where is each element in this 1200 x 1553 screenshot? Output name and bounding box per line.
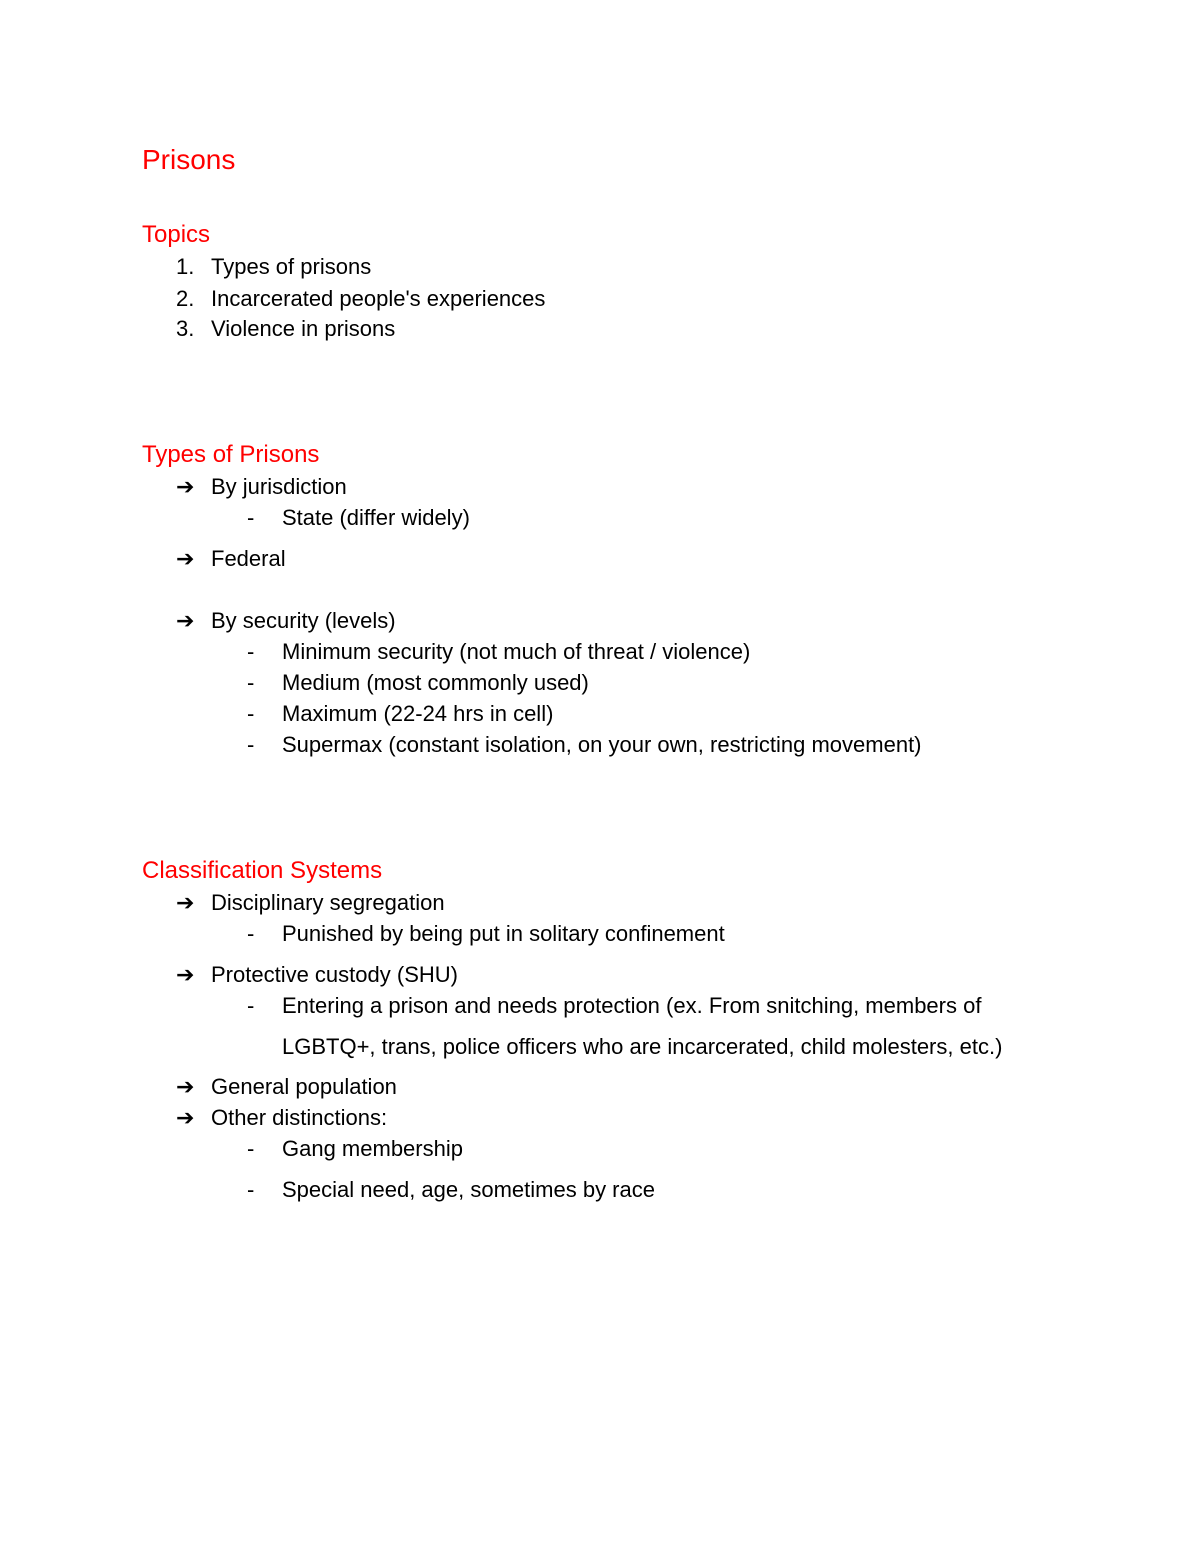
- sub-list-item-text: Minimum security (not much of threat / violence): [282, 639, 751, 664]
- sub-list-item-text: Gang membership: [282, 1136, 463, 1161]
- list-number: 1.: [176, 254, 195, 279]
- list-item-text: Protective custody (SHU): [211, 962, 458, 987]
- list-item-text: Incarcerated people's experiences: [211, 286, 546, 311]
- arrow-bullet-icon: ➔: [176, 546, 195, 571]
- list-item-text: Disciplinary segregation: [211, 890, 445, 915]
- dash-bullet-icon: -: [247, 732, 255, 757]
- sub-list-item-text: Punished by being put in solitary confinement: [282, 921, 725, 946]
- dash-bullet-icon: -: [247, 701, 255, 726]
- sub-list-item-text: Supermax (constant isolation, on your own, restricting movement): [282, 732, 922, 757]
- sub-list-item-text: Maximum (22-24 hrs in cell): [282, 701, 554, 726]
- arrow-bullet-icon: ➔: [176, 1105, 195, 1130]
- sub-list-item-text-continued: LGBTQ+, trans, police officers who are incarcerated, child molesters, etc.): [282, 1034, 1003, 1059]
- dash-bullet-icon: -: [247, 670, 255, 695]
- section-heading-types-of-prisons: Types of Prisons: [142, 441, 320, 468]
- sub-list-item-text: Entering a prison and needs protection (ex. From snitching, members of: [282, 993, 982, 1018]
- dash-bullet-icon: -: [247, 639, 255, 664]
- arrow-bullet-icon: ➔: [176, 474, 195, 499]
- dash-bullet-icon: -: [247, 1177, 255, 1202]
- list-item-text: By jurisdiction: [211, 474, 347, 499]
- arrow-bullet-icon: ➔: [176, 890, 195, 915]
- list-item-text: General population: [211, 1074, 397, 1099]
- dash-bullet-icon: -: [247, 993, 255, 1018]
- sub-list-item-text: State (differ widely): [282, 505, 470, 530]
- list-item-text: Other distinctions:: [211, 1105, 388, 1130]
- list-number: 2.: [176, 286, 195, 311]
- dash-bullet-icon: -: [247, 1136, 255, 1161]
- arrow-bullet-icon: ➔: [176, 1074, 195, 1099]
- section-heading-classification-systems: Classification Systems: [142, 857, 383, 884]
- sub-list-item-text: Special need, age, sometimes by race: [282, 1177, 655, 1202]
- list-item-text: Federal: [211, 546, 286, 571]
- arrow-bullet-icon: ➔: [176, 962, 195, 987]
- dash-bullet-icon: -: [247, 921, 255, 946]
- arrow-bullet-icon: ➔: [176, 608, 195, 633]
- dash-bullet-icon: -: [247, 505, 255, 530]
- list-item-text: Violence in prisons: [211, 316, 396, 341]
- section-heading-topics: Topics: [142, 221, 211, 248]
- list-item-text: Types of prisons: [211, 254, 372, 279]
- list-item-text: By security (levels): [211, 608, 396, 633]
- sub-list-item-text: Medium (most commonly used): [282, 670, 589, 695]
- page-title: Prisons: [142, 144, 236, 175]
- list-number: 3.: [176, 316, 195, 341]
